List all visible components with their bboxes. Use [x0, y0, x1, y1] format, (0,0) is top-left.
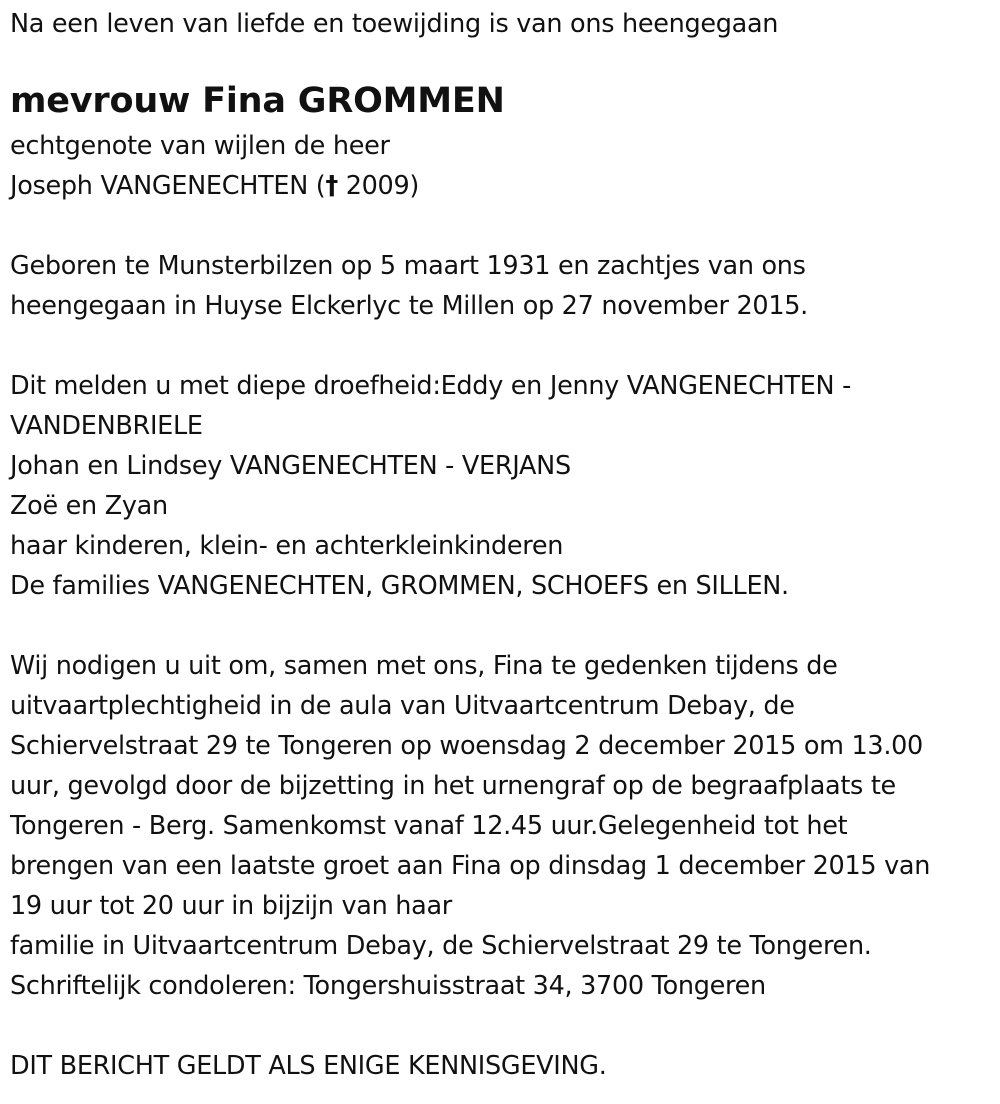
ceremony-line: familie in Uitvaartcentrum Debay, de Schiervelstraat 29 te Tongeren.: [10, 931, 872, 961]
family-line: De families VANGENECHTEN, GROMMEN, SCHOEFS en SILLEN.: [10, 571, 789, 601]
spouse-intro: echtgenote van wijlen de heer: [10, 131, 390, 161]
ceremony-line: 19 uur tot 20 uur in bijzijn van haar: [10, 891, 452, 921]
ceremony-line: Wij nodigen u uit om, samen met ons, Fina te gedenken tijdens de: [10, 651, 838, 681]
ceremony-line: brengen van een laatste groet aan Fina op dinsdag 1 december 2015 van: [10, 851, 931, 881]
ceremony-line: Schriftelijk condoleren: Tongershuisstraat 34, 3700 Tongeren: [10, 971, 766, 1001]
spacer: [10, 1006, 980, 1046]
family-line: Johan en Lindsey VANGENECHTEN - VERJANS: [10, 451, 571, 481]
family-line: Dit melden u met diepe droefheid:Eddy en Jenny VANGENECHTEN -: [10, 371, 852, 401]
birth-death-line: Geboren te Munsterbilzen op 5 maart 1931 en zachtjes van ons: [10, 251, 806, 281]
spacer: [10, 606, 980, 646]
spouse-name: Joseph VANGENECHTEN (: [10, 171, 326, 201]
ceremony-line: uur, gevolgd door de bijzetting in het urnengraf op de begraafplaats te: [10, 771, 896, 801]
ceremony-line: Schiervelstraat 29 te Tongeren op woensdag 2 december 2015 om 13.00: [10, 731, 923, 761]
ceremony-line: uitvaartplechtigheid in de aula van Uitvaartcentrum Debay, de: [10, 691, 795, 721]
ceremony-line: Tongeren - Berg. Samenkomst vanaf 12.45 uur.Gelegenheid tot het: [10, 811, 848, 841]
family-line: haar kinderen, klein- en achterkleinkinderen: [10, 531, 564, 561]
spacer: [10, 326, 980, 366]
spouse-line: [10, 166, 980, 206]
spacer: [10, 44, 980, 76]
family-line: Zoë en Zyan: [10, 491, 168, 521]
deceased-name: mevrouw Fina GROMMEN: [10, 81, 505, 121]
spacer: [10, 206, 980, 246]
cross-icon: †: [325, 171, 338, 201]
intro-text: Na een leven van liefde en toewijding is van ons heengegaan: [10, 9, 779, 39]
closing-text: DIT BERICHT GELDT ALS ENIGE KENNISGEVING.: [10, 1051, 607, 1081]
spouse-death-year: 2009): [337, 171, 420, 201]
birth-death-line: heengegaan in Huyse Elckerlyc te Millen op 27 november 2015.: [10, 291, 808, 321]
family-line: VANDENBRIELE: [10, 411, 203, 441]
